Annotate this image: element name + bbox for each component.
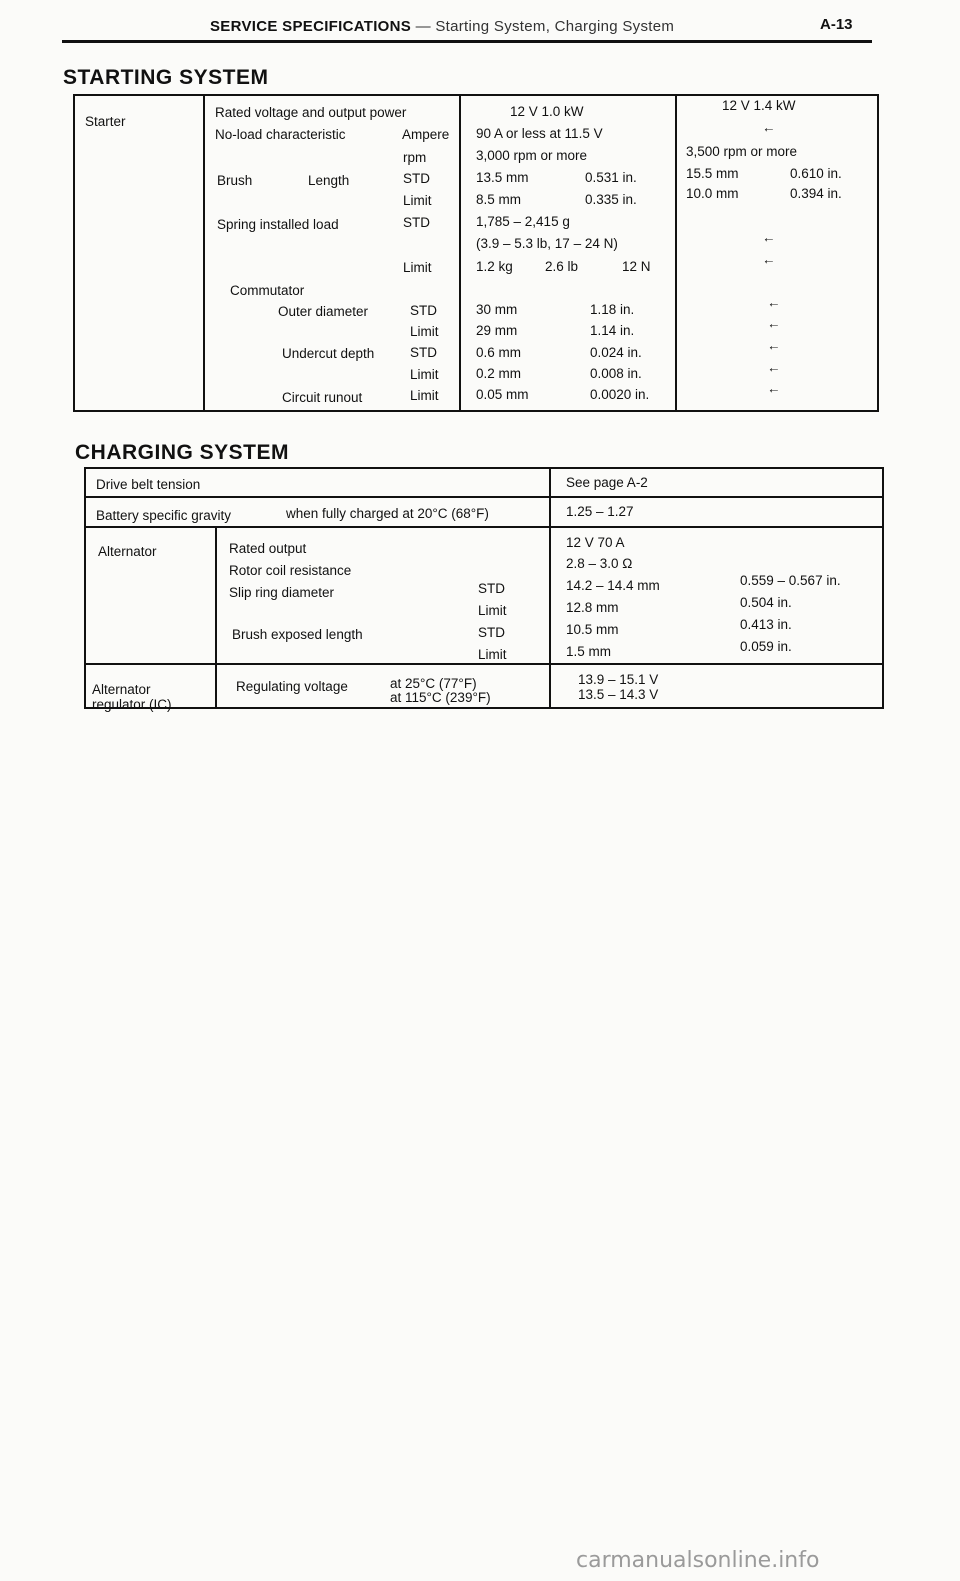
qualifier-brush-limit: Limit — [403, 193, 432, 208]
c1-no-load-ampere: 90 A or less at 11.5 V — [476, 126, 603, 141]
starter-label: Starter — [85, 114, 126, 129]
c1-spring-limit-lb: 2.6 lb — [545, 259, 579, 274]
param-outer-diameter: Outer diameter — [278, 304, 369, 319]
alt-slip-std-mm: 14.2 – 14.4 mm — [566, 578, 660, 593]
charging-label-divider — [215, 526, 217, 709]
c2-brush-limit-in: 0.394 in. — [790, 186, 842, 201]
c1-outer-std-in: 1.18 in. — [590, 302, 635, 317]
starting-divider-2 — [459, 94, 461, 412]
qualifier-rpm: rpm — [403, 150, 427, 165]
qualifier-undercut-std: STD — [410, 345, 437, 360]
alt-slip-std-in: 0.559 – 0.567 in. — [740, 573, 841, 588]
alt-rotor-coil-value: 2.8 – 3.0 Ω — [566, 556, 633, 571]
param-rated-voltage: Rated voltage and output power — [215, 105, 407, 120]
alt-rated-output: Rated output — [229, 541, 307, 556]
charging-system-title: CHARGING SYSTEM — [75, 441, 290, 464]
c1-brush-limit-mm: 8.5 mm — [476, 192, 522, 207]
watermark-text: carmanualsonline.info — [576, 1548, 820, 1573]
c1-no-load-rpm: 3,000 rpm or more — [476, 148, 588, 163]
header-rule — [62, 40, 872, 43]
c2-runout-limit: ← — [767, 381, 781, 396]
c2-spring-limit: ← — [762, 252, 776, 267]
c2-undercut-std: ← — [767, 338, 781, 353]
c2-brush-limit-mm: 10.0 mm — [686, 186, 739, 201]
alt-brush-std: STD — [478, 625, 505, 640]
c2-no-load-rpm: 3,500 rpm or more — [686, 144, 798, 159]
starting-system-table — [73, 94, 879, 412]
qualifier-ampere: Ampere — [402, 127, 450, 142]
regulator-condition-25c: at 25°C (77°F) — [390, 676, 477, 691]
qualifier-outer-std: STD — [410, 303, 437, 318]
c2-brush-std-mm: 15.5 mm — [686, 166, 739, 181]
c2-brush-std-in: 0.610 in. — [790, 166, 842, 181]
header-subtitle: — Starting System, Charging System — [415, 18, 675, 35]
alt-brush-limit: Limit — [478, 647, 507, 662]
alt-slip-ring: Slip ring diameter — [229, 585, 335, 600]
c1-runout-limit-mm: 0.05 mm — [476, 387, 529, 402]
c2-no-load-ampere: ← — [762, 120, 776, 135]
alt-rated-output-value: 12 V 70 A — [566, 535, 625, 550]
drive-belt-value: See page A-2 — [566, 475, 648, 490]
c1-spring-std-conv: (3.9 – 5.3 lb, 17 – 24 N) — [476, 236, 618, 251]
param-no-load: No-load characteristic — [215, 127, 346, 142]
alt-slip-limit-in: 0.504 in. — [740, 595, 792, 610]
c2-undercut-limit: ← — [767, 360, 781, 375]
starting-system-title: STARTING SYSTEM — [63, 66, 269, 89]
alt-brush-limit-in: 0.059 in. — [740, 639, 792, 654]
header-page-ref: A-13 — [820, 16, 853, 33]
alt-slip-limit-mm: 12.8 mm — [566, 600, 619, 615]
alternator-label: Alternator — [98, 544, 157, 559]
c2-outer-limit: ← — [767, 316, 781, 331]
alt-brush-length: Brush exposed length — [232, 627, 363, 642]
alt-slip-std: STD — [478, 581, 505, 596]
alt-slip-limit: Limit — [478, 603, 507, 618]
param-spring-load: Spring installed load — [217, 217, 339, 232]
c1-brush-limit-in: 0.335 in. — [585, 192, 637, 207]
regulating-voltage-label: Regulating voltage — [236, 679, 348, 694]
c1-spring-limit-kg: 1.2 kg — [476, 259, 513, 274]
header-title: SERVICE SPECIFICATIONS — [210, 18, 412, 35]
param-circuit-runout: Circuit runout — [282, 390, 363, 405]
regulator-label-line-1: Alternator — [92, 682, 151, 697]
charging-hline-1 — [84, 496, 884, 498]
qualifier-brush-std: STD — [403, 171, 430, 186]
c1-undercut-limit-in: 0.008 in. — [590, 366, 642, 381]
qualifier-spring-limit: Limit — [403, 260, 432, 275]
charging-value-divider — [549, 467, 551, 709]
regulator-label — [92, 682, 172, 712]
page-header — [210, 18, 674, 35]
param-brush: Brush — [217, 173, 253, 188]
starting-divider-1 — [203, 94, 205, 412]
c1-undercut-limit-mm: 0.2 mm — [476, 366, 522, 381]
c1-brush-std-mm: 13.5 mm — [476, 170, 529, 185]
regulator-condition-115c: at 115°C (239°F) — [390, 690, 491, 705]
c2-outer-std: ← — [767, 295, 781, 310]
c1-outer-limit-in: 1.14 in. — [590, 323, 635, 338]
regulator-label-line-2: regulator (IC) — [92, 697, 172, 712]
qualifier-outer-limit: Limit — [410, 324, 439, 339]
alt-brush-std-mm: 10.5 mm — [566, 622, 619, 637]
alt-brush-limit-mm: 1.5 mm — [566, 644, 612, 659]
regulator-value-25c: 13.9 – 15.1 V — [578, 672, 659, 687]
param-undercut-depth: Undercut depth — [282, 346, 375, 361]
drive-belt-label: Drive belt tension — [96, 477, 201, 492]
regulator-value-115c: 13.5 – 14.3 V — [578, 687, 659, 702]
c1-brush-std-in: 0.531 in. — [585, 170, 637, 185]
c1-undercut-std-mm: 0.6 mm — [476, 345, 522, 360]
battery-label: Battery specific gravity — [96, 508, 232, 523]
charging-hline-2 — [84, 526, 884, 528]
param-commutator: Commutator — [230, 283, 305, 298]
c1-runout-limit-in: 0.0020 in. — [590, 387, 650, 402]
c2-rated-power: 12 V 1.4 kW — [722, 98, 796, 113]
c1-outer-std-mm: 30 mm — [476, 302, 518, 317]
param-length: Length — [308, 173, 350, 188]
c2-spring-std: ← — [762, 230, 776, 245]
battery-condition: when fully charged at 20°C (68°F) — [286, 506, 489, 521]
battery-value: 1.25 – 1.27 — [566, 504, 634, 519]
alt-brush-std-in: 0.413 in. — [740, 617, 792, 632]
qualifier-runout-limit: Limit — [410, 388, 439, 403]
alt-rotor-coil: Rotor coil resistance — [229, 563, 352, 578]
c1-spring-limit-n: 12 N — [622, 259, 651, 274]
c1-rated-power: 12 V 1.0 kW — [510, 104, 584, 119]
c1-undercut-std-in: 0.024 in. — [590, 345, 642, 360]
c1-outer-limit-mm: 29 mm — [476, 323, 518, 338]
qualifier-spring-std: STD — [403, 215, 430, 230]
charging-hline-3 — [84, 663, 884, 665]
qualifier-undercut-limit: Limit — [410, 367, 439, 382]
starting-divider-3 — [675, 94, 677, 412]
c1-spring-std: 1,785 – 2,415 g — [476, 214, 570, 229]
